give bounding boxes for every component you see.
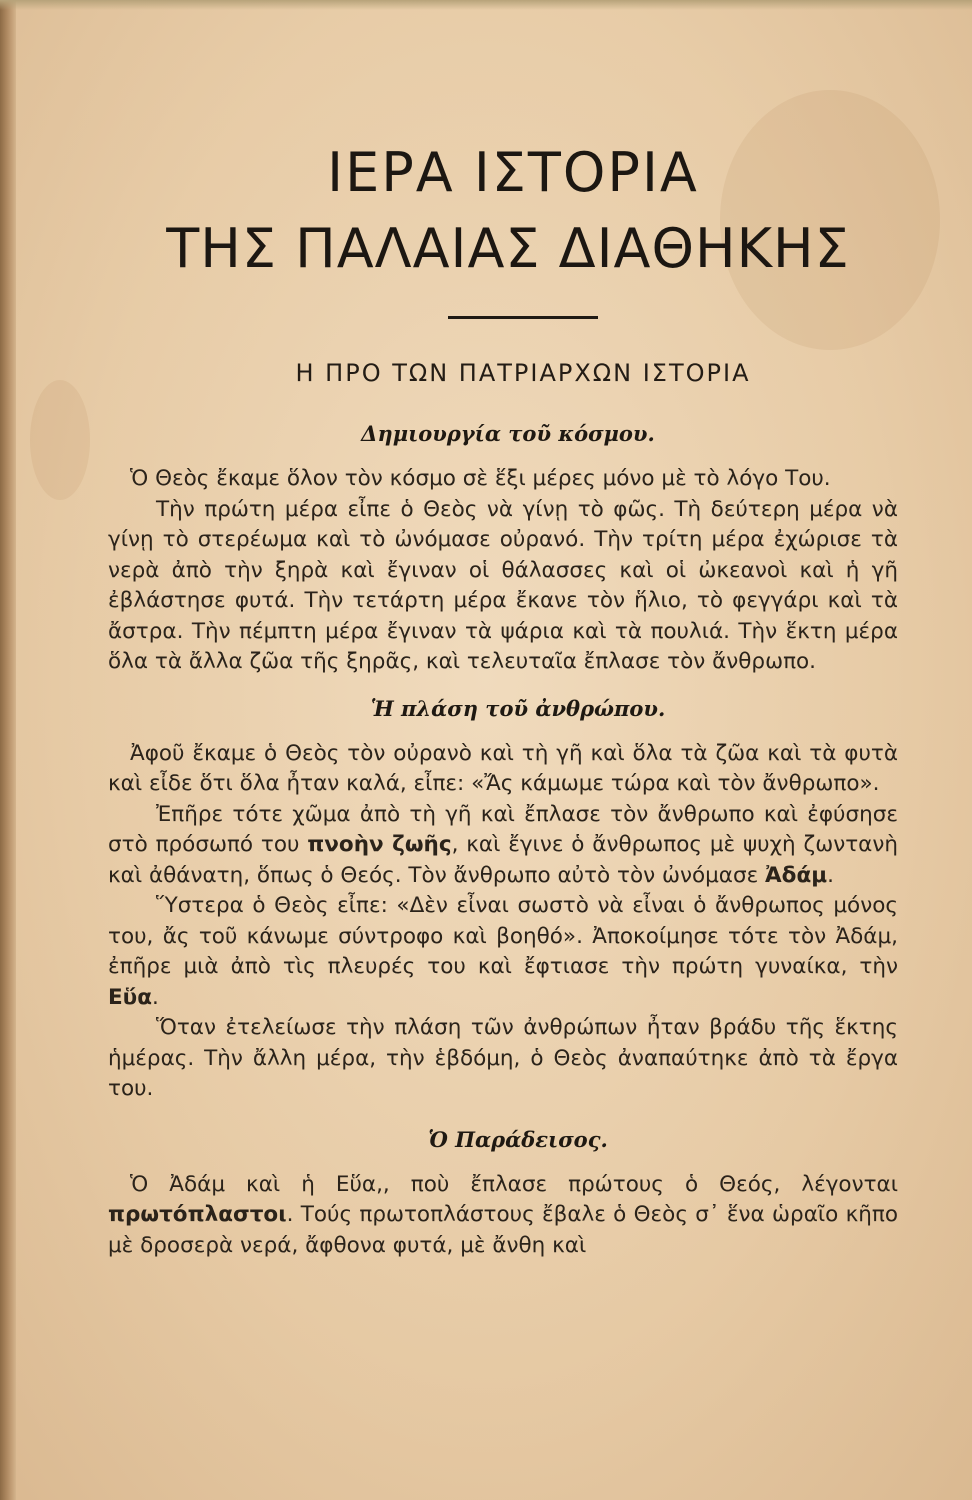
page-content	[108, 128, 898, 1261]
text-run: .	[827, 862, 834, 888]
title-divider	[448, 316, 598, 319]
text-run: , καὶ ἔγινε ὁ ἄνθρωπος μὲ ψυχὴ ζωντανὴ καὶ ἀθάνατη, ὅπως ὁ Θεός. Τὸν ἄνθρωπο αὐτὸ τὸν ὠνόμασε	[108, 832, 898, 888]
emphasis: πρωτόπλαστοι	[108, 1202, 287, 1227]
paragraph	[108, 800, 898, 892]
section-heading: Η ΠΡΟ ΤΩΝ ΠΑΤΡΙΑΡΧΩΝ ΙΣΤΟΡΙΑ	[295, 359, 751, 387]
emphasis: Εὕα	[108, 984, 152, 1010]
paragraph: Ὅταν ἐτελείωσε τὴν πλάση τῶν ἀνθρώπων ἦταν βράδυ τῆς ἕκτης ἡμέρας. Τὴν ἄλλη μέρα, τὴν ἑβδόμη, ὁ Θεὸς ἀναπαύτηκε ἀπὸ τὰ ἔργα του.	[108, 1015, 898, 1101]
paragraph: Ἀφοῦ ἔκαμε ὁ Θεὸς τὸν οὐρανὸ καὶ τὴ γῆ καὶ ὅλα τὰ ζῶα καὶ τὰ φυτὰ καὶ εἶδε ὅτι ὅλα ἦταν καλά, εἶπε: «Ἄς κάμωμε τώρα καὶ τὸν ἄνθρωπο».	[108, 740, 898, 796]
paragraph	[108, 891, 898, 1013]
text-run: Ὕστερα ὁ Θεὸς εἶπε: «Δὲν εἶναι σωστὸ νὰ εἶναι ὁ ἄνθρωπος μόνος του, ἄς τοῦ κάνωμε σύντροφο καὶ βοηθό». Ἀποκοίμησε τότε τὸν Ἀδάμ, ἐπῆρε μιὰ ἀπὸ τὶς πλευρές του καὶ ἔφτιασε τὴν πρώτη γυναίκα, τὴν	[108, 893, 898, 979]
text-run: Ἐπῆρε τότε χῶμα ἀπὸ τὴ γῆ καὶ ἔπλασε τὸν ἄνθρωπο καὶ ἐφύσησε στὸ πρόσωπό του	[108, 801, 898, 857]
text-run: Ὁ Ἀδάμ καὶ ἡ Εὕα,, ποὺ ἔπλασε πρώτους ὁ Θεός, λέγονται	[130, 1171, 898, 1197]
text-run: .	[151, 984, 159, 1010]
book-spine	[0, 0, 16, 1500]
paragraph: Τὴν πρώτη μέρα εἶπε ὁ Θεὸς νὰ γίνῃ τὸ φῶς. Τὴ δεύτερη μέρα νὰ γίνῃ τὸ στερέωμα καὶ τὸ ὠνόμασε οὐρανό. Τὴν τρίτη μέρα ἐχώρισε τὰ νερὰ ἀπὸ τὴν ξηρὰ καὶ ἔγιναν οἱ θάλασσες καὶ οἱ ὠκεανοὶ καὶ ἡ γῆ ἐβλάστησε φυτά. Τὴν τετάρτη μέρα ἔκανε τὸν ἥλιο, τὸ φεγγάρι καὶ τὰ ἄστρα. Τὴν πέμπτη μέρα ἔγιναν τὰ ψάρια καὶ τὰ πουλιά. Τὴν ἕκτη μέρα ὅλα τὰ ἄλλα ζῶα τῆς ξηρᾶς, καὶ τελευταῖα ἔπλασε τὸν ἄνθρωπο.	[108, 496, 898, 674]
page-top-edge	[0, 0, 972, 10]
subheading-creation-of-man: Ἡ πλάση τοῦ ἀνθρώπου.	[370, 695, 666, 721]
emphasis: πνοὴν ζωῆς	[307, 832, 452, 857]
subheading-paradise: Ὁ Παράδεισος.	[428, 1126, 608, 1152]
paper-stain	[30, 380, 90, 500]
emphasis: Ἀδάμ	[765, 862, 828, 888]
title-line-1: ΙΕΡΑ ΙΣΤΟΡΙΑ	[327, 141, 699, 204]
paragraph	[108, 1170, 898, 1262]
paragraph: Ὁ Θεὸς ἔκαμε ὅλον τὸν κόσμο σὲ ἕξι μέρες μόνο μὲ τὸ λόγο Του.	[130, 466, 831, 491]
subheading-creation: Δημιουργία τοῦ κόσμου.	[361, 421, 655, 446]
text-run: . Τούς πρωτοπλάστους ἔβαλε ὁ Θεὸς σ᾽ ἕνα ὡραῖο κῆπο μὲ δροσερὰ νερά, ἄφθονα φυτά, μὲ ἄνθη καὶ	[108, 1202, 898, 1258]
title-line-2: ΤΗΣ ΠΑΛΑΙΑΣ ΔΙΑΘΗΚΗΣ	[166, 217, 850, 280]
